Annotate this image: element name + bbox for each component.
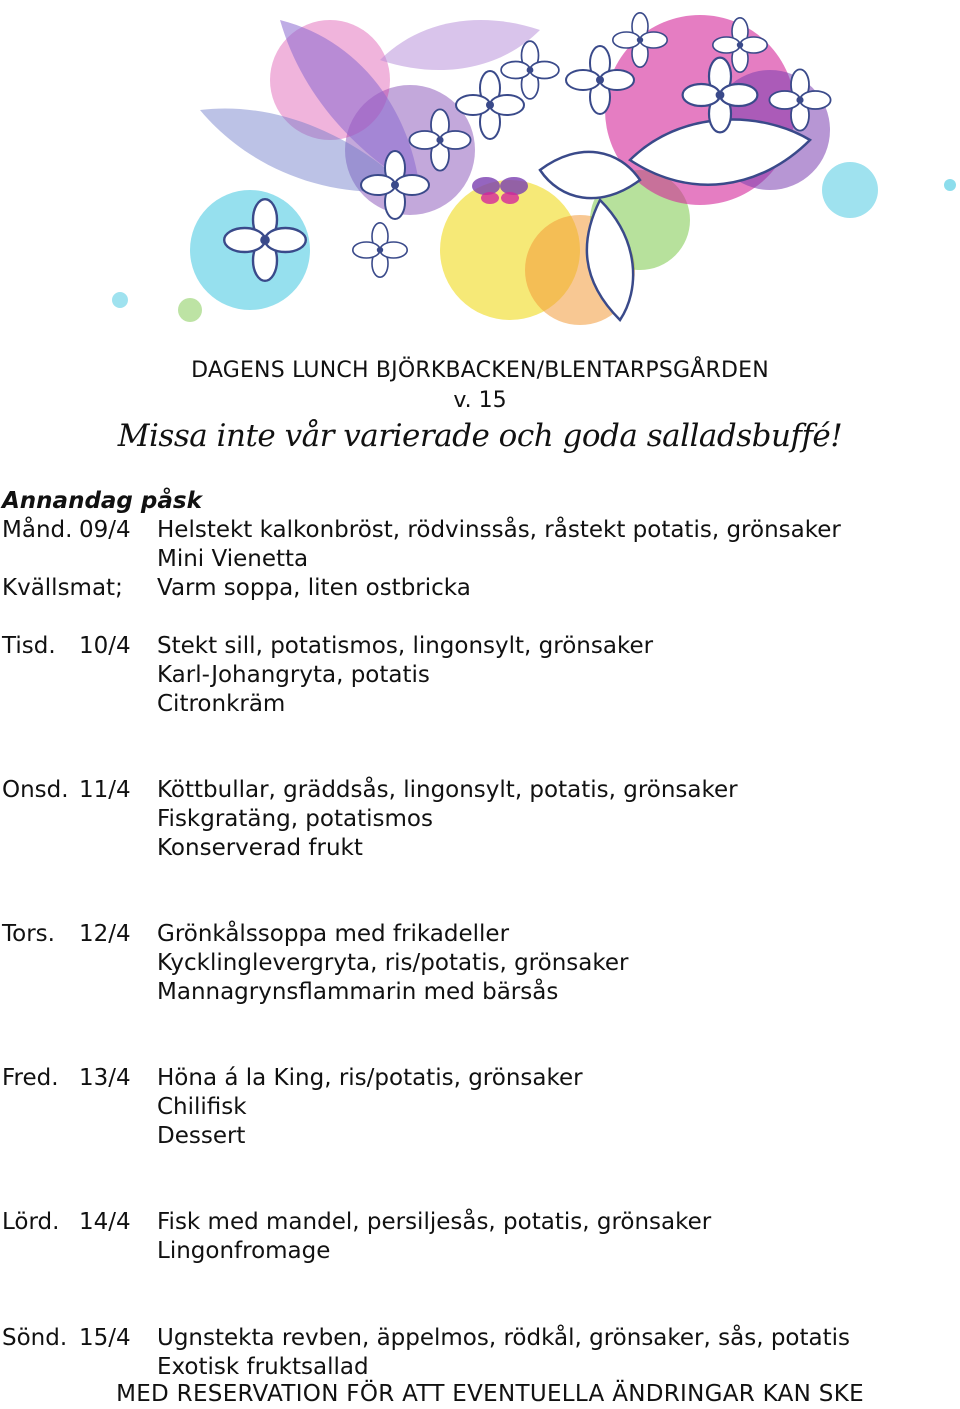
dish-text: Varm soppa, liten ostbricka	[157, 575, 471, 601]
dish-text: Chilifisk	[157, 1094, 247, 1120]
day-label: Lörd.	[2, 1209, 60, 1235]
date-label: 12/4	[79, 921, 131, 947]
dish-text: Köttbullar, gräddsås, lingonsylt, potatis, grönsaker	[157, 777, 738, 803]
day-label: Månd.	[2, 517, 73, 543]
date-label: 11/4	[79, 777, 131, 803]
dish-text: Grönkålssoppa med frikadeller	[157, 921, 510, 947]
flower-decoration-illustration	[80, 0, 960, 330]
date-label: 10/4	[79, 633, 131, 659]
dish-text: Dessert	[157, 1123, 246, 1149]
week-number: v. 15	[453, 388, 507, 413]
dish-text: Fisk med mandel, persiljesås, potatis, grönsaker	[157, 1209, 712, 1235]
dish-text: Stekt sill, potatismos, lingonsylt, grönsaker	[157, 633, 654, 659]
dish-text: Mannagrynsflammarin med bärsås	[157, 979, 559, 1005]
dish-text: Helstekt kalkonbröst, rödvinssås, råstekt potatis, grönsaker	[157, 517, 841, 543]
reservation-footer: MED RESERVATION FÖR ATT EVENTUELLA ÄNDRINGAR KAN SKE	[116, 1381, 864, 1407]
day-label: Sönd.	[2, 1325, 68, 1351]
dish-text: Konserverad frukt	[157, 835, 363, 861]
dish-text: Fiskgratäng, potatismos	[157, 806, 433, 832]
date-label: 13/4	[79, 1065, 131, 1091]
dish-text: Lingonfromage	[157, 1238, 331, 1264]
day-label: Kvällsmat;	[2, 575, 123, 601]
dish-text: Exotisk fruktsallad	[157, 1354, 369, 1380]
date-label: 15/4	[79, 1325, 131, 1351]
dish-text: Ugnstekta revben, äppelmos, rödkål, grönsaker, sås, potatis	[157, 1325, 850, 1351]
dish-text: Kycklinglevergryta, ris/potatis, grönsaker	[157, 950, 629, 976]
dish-text: Citronkräm	[157, 691, 286, 717]
day-label: Tors.	[2, 921, 55, 947]
salad-buffet-slogan: Missa inte vår varierade och goda salladsbuffé!	[117, 418, 843, 454]
menu-title: DAGENS LUNCH BJÖRKBACKEN/BLENTARPSGÅRDEN	[191, 358, 769, 383]
date-label: 14/4	[79, 1209, 131, 1235]
day-label: Tisd.	[2, 633, 56, 659]
dish-text: Karl-Johangryta, potatis	[157, 662, 430, 688]
dish-text: Mini Vienetta	[157, 546, 309, 572]
holiday-label: Annandag påsk	[2, 488, 202, 514]
date-label: 09/4	[79, 517, 131, 543]
day-label: Onsd.	[2, 777, 69, 803]
dish-text: Höna á la King, ris/potatis, grönsaker	[157, 1065, 583, 1091]
day-label: Fred.	[2, 1065, 59, 1091]
